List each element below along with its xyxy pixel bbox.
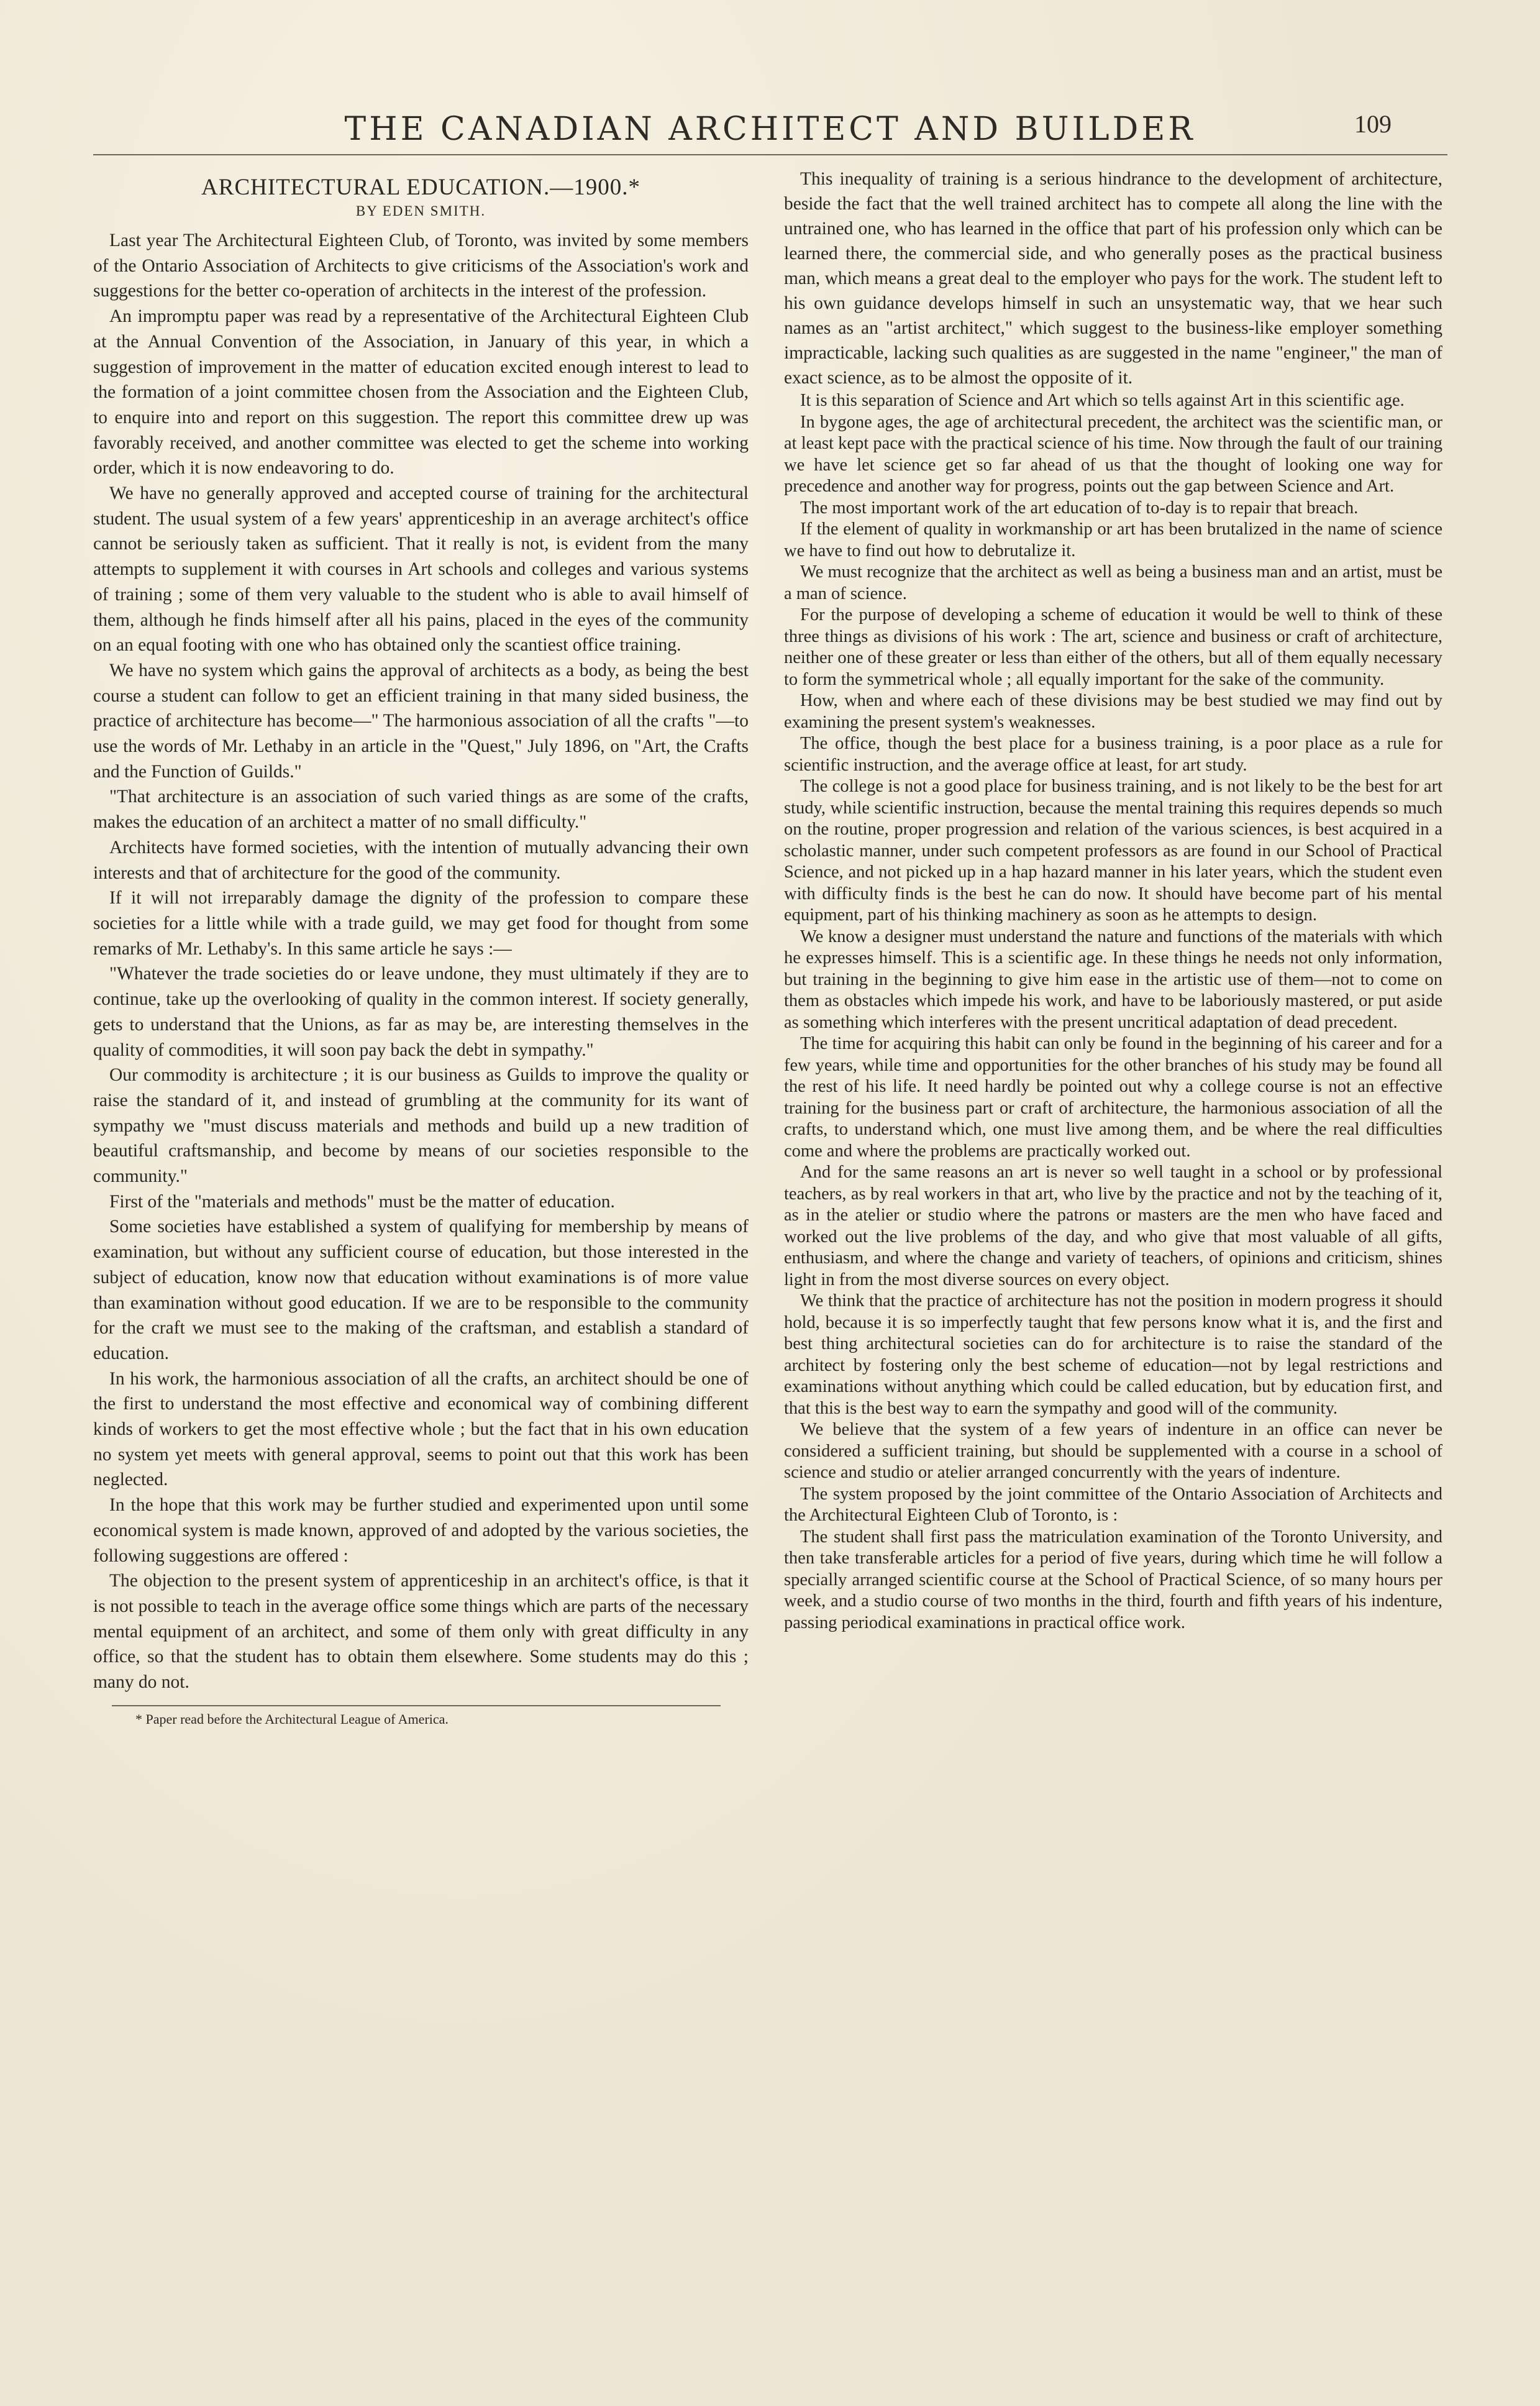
paragraph: The most important work of the art education of to-day is to repair that breach. (800, 498, 1359, 518)
article-byline: BY EDEN SMITH. (355, 203, 486, 219)
footnote-rule (112, 1705, 721, 1706)
footnote: * Paper read before the Architectural League of America. (135, 1711, 449, 1727)
paragraph: Architects have formed societies, with the intention of mutually advancing their own interests and that of architecture for the good of the community. (93, 837, 749, 883)
paragraph: We believe that the system of a few years of indenture in an office can never be considered a sufficient training, but should be supplemented with a course in a school of science and studio or atelier arranged concurrently with the years of indenture. (784, 1420, 1442, 1482)
paragraph: If it will not irreparably damage the dignity of the profession to compare these societies for a little while with a trade guild, we may get food for thought from some remarks of Mr. Lethaby's. In this same article he says :— (93, 888, 749, 959)
paragraph: We must recognize that the architect as well as being a business man and an artist, must be a man of science. (784, 562, 1442, 603)
right-column (784, 167, 1442, 1634)
paragraph: It is this separation of Science and Art which so tells against Art in this scientific age. (800, 391, 1405, 410)
left-column (93, 167, 749, 1727)
paragraph: We have no system which gains the approval of architects as a body, as being the best course a student can follow to get an efficient training in that many sided business, the practice of architecture has become—" The harmonious association of all the crafts "—to use the words of Mr. Lethaby in an article in the "Quest," July 1896, on "Art, the Crafts and the Function of Guilds." (93, 660, 749, 782)
paragraph: For the purpose of developing a scheme of education it would be well to think of these three things as divisions of his work : The art, science and business or craft of architecture, neither one of these greater or less than either of the others, but all of them equally necessary to form the symmetrical whole ; all equally important for the sake of the community. (784, 605, 1442, 689)
paragraph: We have no generally approved and accepted course of training for the architectural student. The usual system of a few years' apprenticeship in an average architect's office cannot be seriously taken as sufficient. That it really is not, is evident from the many attempts to supplement it with courses in Art schools and colleges and various systems of training ; some of them very valuable to the student who is able to avail himself of them, although he finds himself after all his pains, placed in the eyes of the community on an equal footing with one who has obtained only the scantiest office training. (93, 483, 749, 656)
journal-masthead: THE CANADIAN ARCHITECT AND BUILDER (344, 111, 1196, 148)
paragraph: In the hope that this work may be further studied and experimented upon until some economical system is made known, approved of and adopted by the various societies, the following suggestions are offered : (93, 1495, 749, 1566)
paragraph: And for the same reasons an art is never so well taught in a school or by professional teachers, as by real workers in that art, who live by the practice and not by the teaching of it, as in the atelier or studio where the patrons or masters are the men who have faced and worked out the live problems of the day, and who give that most valuable of all gifts, enthusiasm, and where the change and variety of teachers, of opinions and criticism, shines light in from the most diverse sources on every object. (784, 1163, 1442, 1289)
paragraph: Our commodity is architecture ; it is our business as Guilds to improve the quality or raise the standard of it, and instead of grumbling at the community for its want of sympathy we "must discuss materials and methods and build up a new tradition of beautiful craftsmanship, and become by means of our societies responsible to the community." (93, 1065, 749, 1187)
paragraph: The objection to the present system of apprenticeship in an architect's office, is that it is not possible to teach in the average office some things which are parts of the necessary mental equipment of an architect, and some of them only with great difficulty in any office, so that the student has to obtain them elsewhere. Some students may do this ; many do not. (93, 1571, 749, 1693)
paragraph: If the element of quality in workmanship or art has been brutalized in the name of science we have to find out how to debrutalize it. (784, 519, 1442, 560)
paragraph: How, when and where each of these divisions may be best studied we may find out by examining the present system's weaknesses. (784, 691, 1442, 732)
paragraph: The college is not a good place for business training, and is not likely to be the best for art study, while scientific instruction, because the mental training this requires depends so much on the routine, proper progression and relation of the various sciences, is best acquired in a scholastic manner, under such competent professors as are found in our School of Practical Science, and not picked up in a hap hazard manner in his later years, which the student even with difficulty finds is the best he can do now. It should have become part of his mental equipment, part of his thinking machinery as soon as he attempts to design. (784, 777, 1442, 925)
paragraph: "That architecture is an association of such varied things as are some of the crafts, makes the education of an architect a matter of no small difficulty." (93, 787, 749, 833)
paragraph: "Whatever the trade societies do or leave undone, they must ultimately if they are to continue, take up the overlooking of quality in the common interest. If society generally, gets to understand that the Unions, as far as may be, are interesting themselves in the quality of commodities, it will soon pay back the debt in sympathy." (93, 964, 749, 1060)
paragraph: We think that the practice of architecture has not the position in modern progress it should hold, because it is so imperfectly taught that few persons know what it is, and the first and best thing architectural societies can do for architecture is to raise the standard of the architect by fostering only the best scheme of education—not by legal restrictions and examinations without anything which could be called education, but by education first, and that this is the best way to earn the sympathy and good will of the community. (784, 1291, 1442, 1418)
paragraph: An impromptu paper was read by a representative of the Architectural Eighteen Club at the Annual Convention of the Association, in January of this year, in which a suggestion of improvement in the matter of education excited enough interest to lead to the formation of a joint committee chosen from the Association and the Eighteen Club, to enquire into and report on this suggestion. The report this committee drew up was favorably received, and another committee was elected to get the scheme into working order, which it is now endeavoring to do. (93, 306, 749, 478)
article-title: ARCHITECTURAL EDUCATION.—1900.* (201, 175, 640, 200)
paragraph: Some societies have established a system of qualifying for membership by means of examination, but without any sufficient course of education, but those interested in the subject of education, know now that education without examinations is of more value than examination without good education. If we are to be responsible to the community for the craft we must see to the making of the craftsman, and establish a standard of education. (93, 1217, 749, 1363)
header-rule (93, 154, 1447, 155)
paragraph: We know a designer must understand the nature and functions of the materials with which he expresses himself. This is a scientific age. In these things he needs not only information, but training in the beginning to give him ease in the artistic use of them—not to come on them as obstacles which impede his work, and have to be laboriously mastered, or put aside as something which interferes with the present uncritical adaptation of dead precedent. (784, 926, 1442, 1032)
paragraph: In bygone ages, the age of architectural precedent, the architect was the scientific man, or at least kept pace with the practical science of his time. Now through the fault of our training we have let science get so far ahead of us that the thought of looking one way for precedence and another way for progress, points out the gap between Science and Art. (784, 412, 1442, 496)
paragraph: Last year The Architectural Eighteen Club, of Toronto, was invited by some members of the Ontario Association of Architects to give criticisms of the Association's work and suggestions for the better co-operation of architects in the interest of the profession. (93, 231, 749, 301)
paragraph: The time for acquiring this habit can only be found in the beginning of his career and for a few years, while time and opportunities for the other branches of his study may be found all the rest of his life. It need hardly be pointed out why a college course is not an effective training for the business part or craft of architecture, the harmonious association of all the crafts, to understand which, one must live among them, and be where the real difficulties come and where the problems are practically worked out. (784, 1034, 1442, 1161)
paragraph: The student shall first pass the matriculation examination of the Toronto University, and then take transferable articles for a period of five years, during which time he will follow a specially arranged scientific course at the School of Practical Science, of so many hours per week, and a studio course of two months in the third, fourth and fifth years of his indenture, passing periodical examinations in practical office work. (784, 1527, 1442, 1632)
paragraph: First of the "materials and methods" must be the matter of education. (109, 1191, 615, 1212)
paragraph: The system proposed by the joint committee of the Ontario Association of Architects and the Architectural Eighteen Club of Toronto, is : (784, 1484, 1442, 1525)
paragraph: The office, though the best place for a business training, is a poor place as a rule for scientific instruction, and the average office at least, for art study. (784, 734, 1442, 775)
page-number: 109 (1354, 110, 1392, 138)
paragraph: This inequality of training is a serious hindrance to the development of architecture, beside the fact that the well trained architect has to compete all along the line with the untrained one, who has learned in the office that part of his profession only which can be learned there, the commercial side, and who generally poses as the practical business man, which means a great deal to the employer who pays for the work. The student left to his own guidance develops himself in such an unsystematic way, that we hear such names as an "artist architect," which suggest to the business-like employer something impracticable, lacking such qualities as are suggested in the name "engineer," the man of exact science, as to be almost the opposite of it. (784, 169, 1442, 388)
paragraph: In his work, the harmonious association of all the crafts, an architect should be one of the first to understand the most effective and economical way of combining different kinds of workers to get the most effective whole ; but the fact that in his own education no system yet meets with general approval, seems to point out that this work has been neglected. (93, 1368, 749, 1490)
